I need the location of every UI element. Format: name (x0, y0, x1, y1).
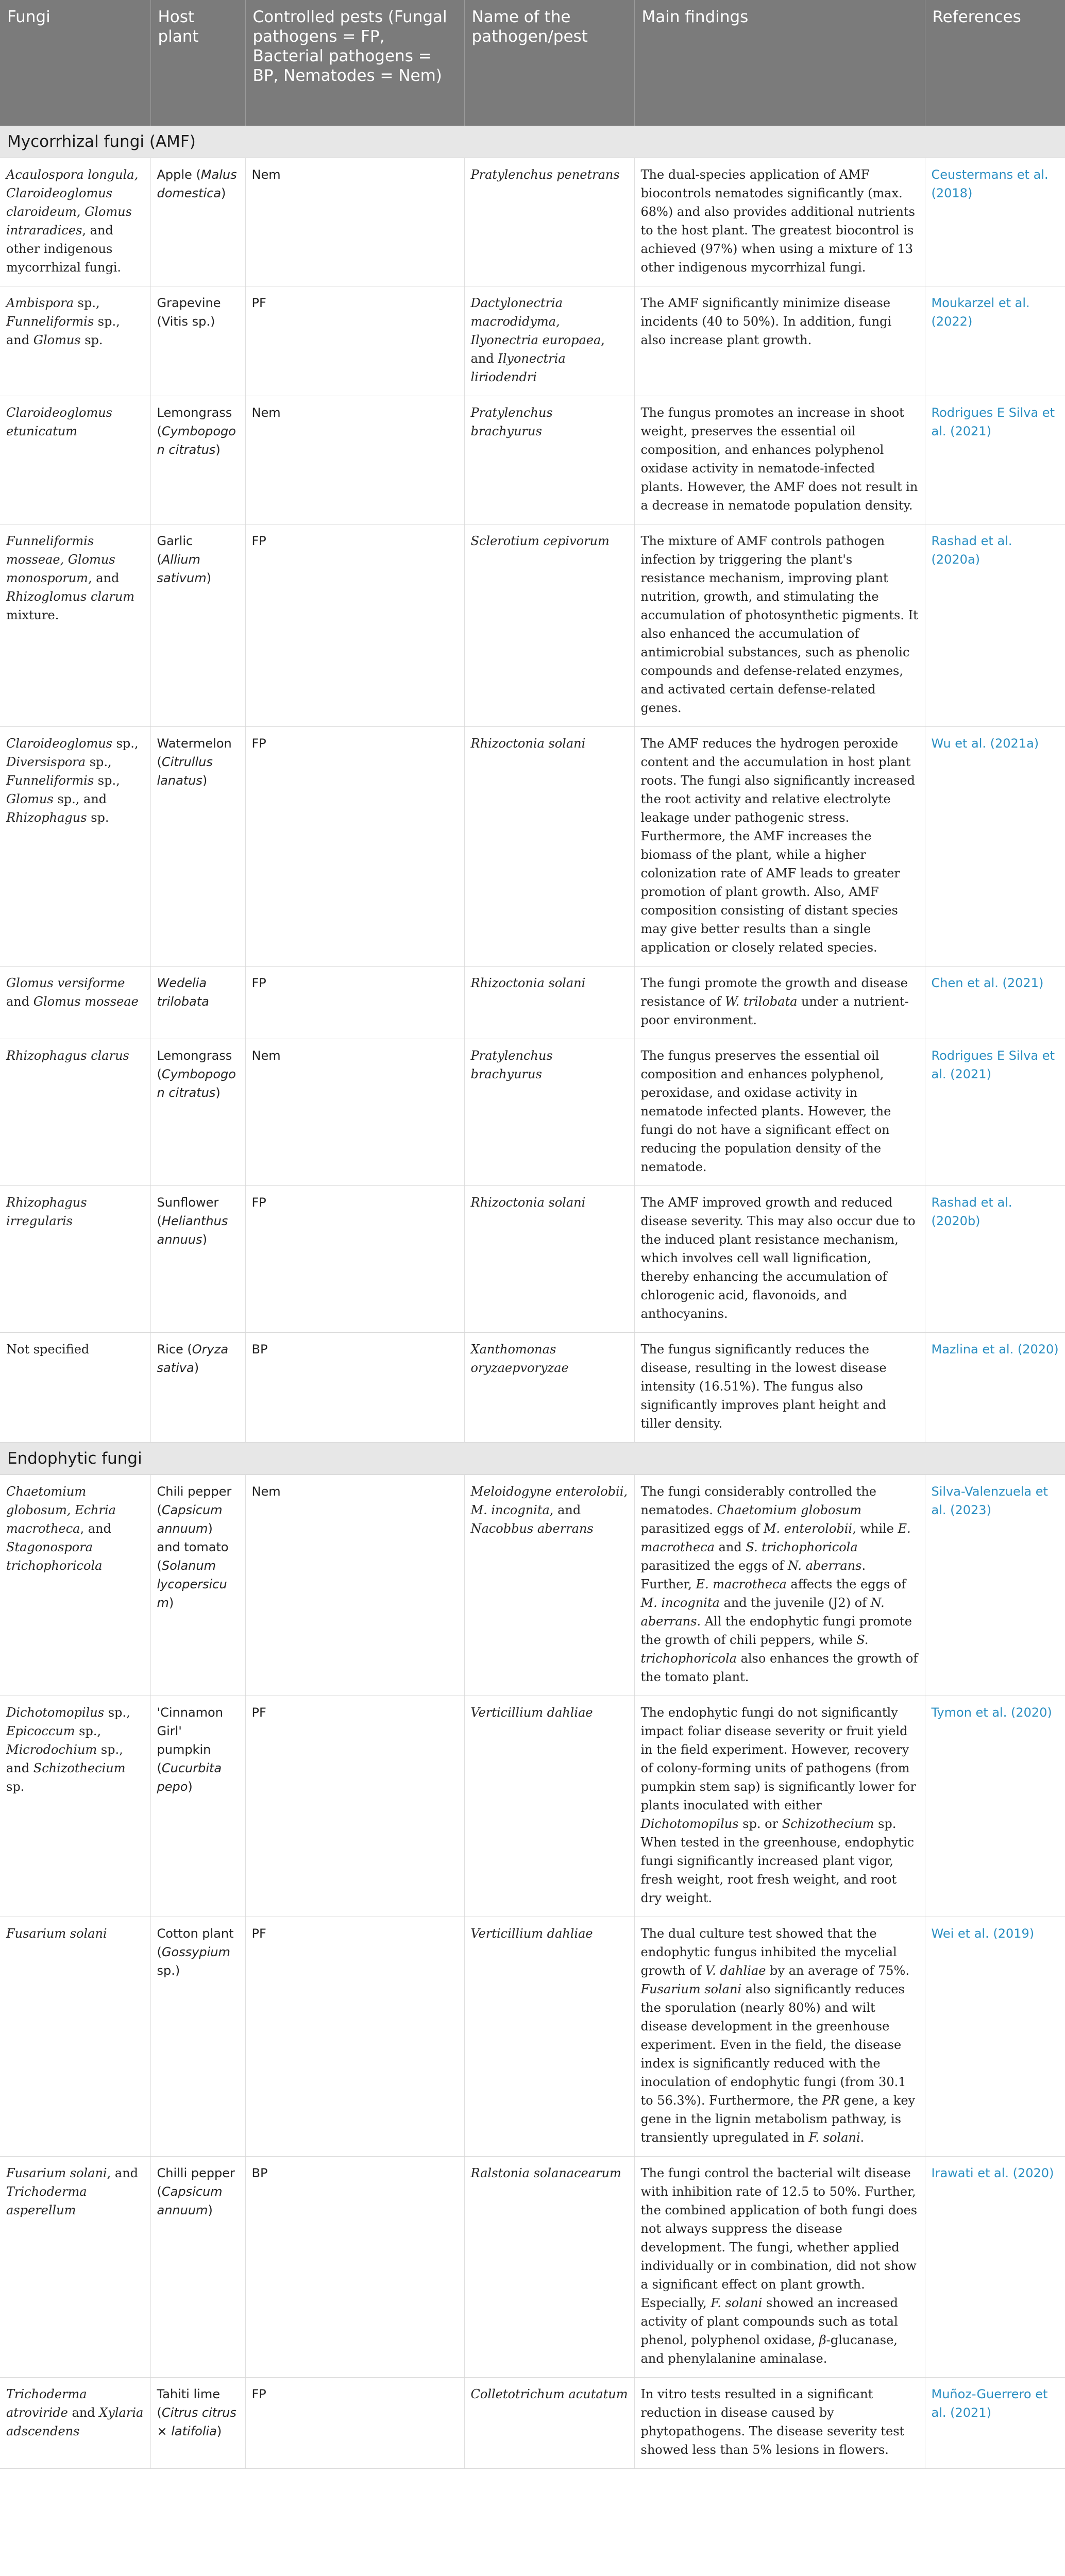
header-pathogen-name: Name of the pathogen/pest (464, 0, 634, 126)
italic-text: Glomus versiforme (6, 976, 125, 990)
cell-fungi: Chaetomium globosum, Echria macrotheca, and Stagonospora trichophoricola (0, 1475, 150, 1696)
header-main-findings: Main findings (634, 0, 925, 126)
italic-text: N. aberrans (640, 1596, 885, 1629)
cell-pathogen (464, 2378, 634, 2469)
italic-text: Cymbopogon citratus (157, 1067, 236, 1100)
cell-pathogen (464, 967, 634, 1039)
cell-reference (925, 396, 1065, 524)
italic-text: F. solani (711, 2296, 763, 2310)
table-row (0, 1186, 1065, 1333)
cell-host-plant: 'Cinnamon Girl' pumpkin (Cucurbita pepo) (150, 1696, 245, 1917)
cell-controlled-pest: PF (245, 286, 464, 396)
cell-host-plant: Lemongrass (Cymbopogon citratus) (150, 396, 245, 524)
italic-text: Allium sativum (157, 552, 207, 585)
italic-text: Verticillium dahliae (470, 1926, 593, 1941)
table-body (0, 126, 1065, 2469)
cell-fungi: Trichoderma atroviride and Xylaria adscendens (0, 2378, 150, 2469)
italic-text: Glomus (33, 333, 81, 347)
cell-pathogen (464, 727, 634, 967)
table-row (0, 1333, 1065, 1443)
italic-text: Glomus mosseae (33, 994, 139, 1009)
cell-fungi: Not specified (0, 1333, 150, 1443)
reference-link[interactable]: Rodrigues E Silva et al. (2021) (931, 1048, 1055, 1081)
italic-text: Rhizophagus (6, 810, 87, 825)
cell-controlled-pest: FP (245, 727, 464, 967)
reference-link[interactable]: Moukarzel et al. (2022) (931, 296, 1030, 329)
italic-text: Meloidogyne enterolobii, M. incognita (470, 1484, 628, 1517)
cell-reference (925, 158, 1065, 286)
header-host-plant: Host plant (150, 0, 245, 126)
reference-link[interactable]: Mazlina et al. (2020) (931, 1342, 1059, 1357)
table-row (0, 2378, 1065, 2469)
italic-text: Xylaria adscendens (6, 2405, 144, 2438)
cell-fungi: Glomus versiforme and Glomus mosseae (0, 967, 150, 1039)
cell-reference (925, 967, 1065, 1039)
italic-text: E. macrotheca (640, 1521, 911, 1554)
reference-link[interactable]: Muñoz-Guerrero et al. (2021) (931, 2387, 1048, 2420)
cell-fungi: Acaulospora longula, Claroideoglomus claroideum, Glomus intraradices, and other indigenous mycorrhizal fungi. (0, 158, 150, 286)
cell-controlled-pest: Nem (245, 1039, 464, 1186)
table-row (0, 1696, 1065, 1917)
table-row (0, 1917, 1065, 2157)
cell-fungi: Dichotomopilus sp., Epicoccum sp., Microdochium sp., and Schizothecium sp. (0, 1696, 150, 1917)
italic-text: β (819, 2333, 826, 2347)
cell-pathogen: Dactylonectria macrodidyma, Ilyonectria europaea, and Ilyonectria liriodendri (464, 286, 634, 396)
italic-text: Ambispora (6, 296, 74, 310)
italic-text: Verticillium dahliae (470, 1705, 593, 1720)
section-title: Mycorrhizal fungi (AMF) (0, 126, 1065, 158)
cell-main-findings: The fungus preserves the essential oil composition and enhances polyphenol, peroxidase, and oxidase activity in nematode infected plants. However, the fungi do not have a significant effect on reducing the population density of the nematode. (634, 1039, 925, 1186)
cell-pathogen (464, 524, 634, 727)
cell-host-plant: Garlic (Allium sativum) (150, 524, 245, 727)
italic-text: E. macrotheca (696, 1577, 787, 1591)
cell-fungi: Funneliformis mosseae, Glomus monosporum, and Rhizoglomus clarum mixture. (0, 524, 150, 727)
italic-text: Funneliformis mosseae, Glomus monosporum (6, 534, 115, 585)
cell-host-plant: Chili pepper (Capsicum annuum) and tomato (Solanum lycopersicum) (150, 1475, 245, 1696)
cell-fungi: Fusarium solani, and Trichoderma asperellum (0, 2157, 150, 2378)
cell-main-findings: The fungi promote the growth and disease resistance of W. trilobata under a nutrient-poor environment. (634, 967, 925, 1039)
italic-text: Xanthomonas oryzaepvoryzae (470, 1342, 569, 1375)
cell-controlled-pest: FP (245, 524, 464, 727)
cell-fungi (0, 1039, 150, 1186)
cell-host-plant: Grapevine (Vitis sp.) (150, 286, 245, 396)
cell-main-findings: The AMF improved growth and reduced disease severity. This may also occur due to the induced plant resistance mechanism, which involves cell wall lignification, thereby enhancing the accumulation of chlorogenic acid, flavonoids, and anthocyanins. (634, 1186, 925, 1333)
reference-link[interactable]: Rodrigues E Silva et al. (2021) (931, 405, 1055, 438)
cell-main-findings: The fungi considerably controlled the nematodes. Chaetomium globosum parasitized eggs of M. enterolobii, while E. macrotheca and S. trichophoricola parasitized the eggs of N. aberrans. Further, E. macrotheca affects the eggs of M. incognita and the juvenile (J2) of N. aberrans. All the endophytic fungi promote the growth of chili peppers, while S. trichophoricola also enhances the growth of the tomato plant. (634, 1475, 925, 1696)
section-title: Endophytic fungi (0, 1443, 1065, 1475)
cell-pathogen (464, 158, 634, 286)
italic-text: Chaetomium globosum (717, 1503, 862, 1517)
italic-text: M. incognita (640, 1596, 720, 1610)
italic-text: Ralstonia solanacearum (470, 2166, 621, 2180)
cell-reference (925, 2378, 1065, 2469)
italic-text: Cucurbita pepo (157, 1761, 222, 1794)
cell-fungi (0, 396, 150, 524)
cell-host-plant: Apple (Malus domestica) (150, 158, 245, 286)
italic-text: Rhizophagus irregularis (6, 1195, 87, 1228)
table-row (0, 396, 1065, 524)
cell-reference (925, 286, 1065, 396)
table-row (0, 286, 1065, 396)
section-row (0, 1443, 1065, 1475)
header-references: References (925, 0, 1065, 126)
italic-text: Chaetomium globosum, Echria macrotheca (6, 1484, 116, 1536)
header-fungi: Fungi (0, 0, 150, 126)
italic-text: Pratylenchus brachyurus (470, 405, 553, 438)
cell-main-findings: The dual culture test showed that the endophytic fungus inhibited the mycelial growth of V. dahliae by an average of 75%. Fusarium solani also significantly reduces the sporulation (nearly 80%) and wilt disease development in the greenhouse experiment. Even in the field, the disease index is significantly reduced with the inoculation of endophytic fungi (from 30.1 to 56.3%). Furthermore, the PR gene, a key gene in the lignin metabolism pathway, is transiently upregulated in F. solani. (634, 1917, 925, 2157)
italic-text: Microdochium (6, 1742, 97, 1757)
cell-fungi: Ambispora sp., Funneliformis sp., and Glomus sp. (0, 286, 150, 396)
cell-reference (925, 2157, 1065, 2378)
italic-text: PR (822, 2093, 840, 2108)
table-row (0, 1475, 1065, 1696)
italic-text: W. trilobata (725, 994, 798, 1009)
italic-text: Dichotomopilus (640, 1817, 739, 1831)
cell-host-plant: Watermelon (Citrullus lanatus) (150, 727, 245, 967)
italic-text: Claroideoglomus (6, 736, 112, 751)
cell-controlled-pest: Nem (245, 158, 464, 286)
italic-text: Schizothecium (782, 1817, 874, 1831)
reference-link[interactable]: Wei et al. (2019) (931, 1926, 1035, 1941)
cell-controlled-pest: FP (245, 967, 464, 1039)
cell-pathogen (464, 1333, 634, 1443)
italic-text: Rhizoglomus clarum (6, 589, 135, 604)
italic-text: Diversispora (6, 755, 86, 769)
italic-text: Oryza sativa (157, 1342, 229, 1375)
italic-text: Glomus (6, 792, 54, 806)
reference-link[interactable]: Ceustermans et al. (2018) (931, 167, 1049, 200)
italic-text: Pratylenchus brachyurus (470, 1048, 553, 1081)
italic-text: Funneliformis (6, 314, 94, 329)
cell-host-plant: Tahiti lime (Citrus citrus × latifolia) (150, 2378, 245, 2469)
italic-text: Rhizoctonia solani (470, 1195, 586, 1210)
italic-text: Helianthus annuus (157, 1214, 228, 1247)
cell-reference (925, 1186, 1065, 1333)
table-header (0, 0, 1065, 126)
cell-reference (925, 1475, 1065, 1696)
reference-link[interactable]: Tymon et al. (2020) (931, 1705, 1052, 1720)
italic-text: Trichoderma atroviride (6, 2387, 87, 2420)
table-row (0, 524, 1065, 727)
cell-host-plant: Cotton plant (Gossypium sp.) (150, 1917, 245, 2157)
cell-controlled-pest: FP (245, 1186, 464, 1333)
cell-pathogen (464, 1186, 634, 1333)
italic-text: S. trichophoricola (746, 1540, 858, 1554)
cell-host-plant (150, 967, 245, 1039)
italic-text: Dactylonectria macrodidyma, Ilyonectria europaea (470, 296, 601, 347)
reference-link[interactable]: Irawati et al. (2020) (931, 2166, 1054, 2180)
cell-reference (925, 524, 1065, 727)
header-controlled-pests: Controlled pests (Fungal pathogens = FP, Bacterial pathogens = BP, Nematodes = Nem) (245, 0, 464, 126)
italic-text: Epicoccum (6, 1724, 75, 1738)
italic-text: Capsicum annuum (157, 2184, 223, 2217)
italic-text: Funneliformis (6, 773, 94, 788)
cell-reference (925, 1917, 1065, 2157)
italic-text: Citrus citrus × latifolia (157, 2405, 236, 2438)
cell-reference (925, 727, 1065, 967)
italic-text: Rhizoctonia solani (470, 976, 586, 990)
cell-controlled-pest: Nem (245, 396, 464, 524)
cell-pathogen (464, 1917, 634, 2157)
cell-main-findings: The AMF significantly minimize disease incidents (40 to 50%). In addition, fungi also increase plant growth. (634, 286, 925, 396)
table-row (0, 967, 1065, 1039)
cell-main-findings: The fungi control the bacterial wilt disease with inhibition rate of 12.5 to 50%. Further, the combined application of both fungi does not always suppress the disease development. The fungi, whether applied individually or in combination, did not show a significant effect on plant growth. Especially, F. solani showed an increased activity of plant compounds such as total phenol, polyphenol oxidase, β-glucanase, and phenylalanine aminalase. (634, 2157, 925, 2378)
italic-text: Fusarium solani (6, 1926, 107, 1941)
italic-text: Stagonospora trichophoricola (6, 1540, 103, 1573)
cell-reference (925, 1696, 1065, 1917)
italic-text: S. trichophoricola (640, 1633, 869, 1666)
table-row (0, 1039, 1065, 1186)
italic-text: Colletotrichum acutatum (470, 2387, 628, 2401)
cell-host-plant: Chilli pepper (Capsicum annuum) (150, 2157, 245, 2378)
reference-link[interactable]: Rashad et al. (2020b) (931, 1195, 1012, 1228)
italic-text: Ilyonectria liriodendri (470, 351, 566, 384)
italic-text: Pratylenchus penetrans (470, 167, 620, 182)
cell-pathogen: Meloidogyne enterolobii, M. incognita, and Nacobbus aberrans (464, 1475, 634, 1696)
italic-text: Gossypium (161, 1945, 230, 1959)
cell-pathogen (464, 1696, 634, 1917)
italic-text: Capsicum annuum (157, 1503, 223, 1536)
cell-main-findings: The fungus significantly reduces the disease, resulting in the lowest disease intensity (16.51%). The fungus also significantly improves plant height and tiller density. (634, 1333, 925, 1443)
italic-text: Fusarium solani (6, 2166, 107, 2180)
cell-main-findings: The fungus promotes an increase in shoot weight, preserves the essential oil composition, and enhances polyphenol oxidase activity in nematode-infected plants. However, the AMF does not result in a decrease in nematode population density. (634, 396, 925, 524)
italic-text: Wedelia trilobata (157, 976, 209, 1009)
reference-link[interactable]: Wu et al. (2021a) (931, 736, 1039, 751)
cell-fungi (0, 1917, 150, 2157)
table-row (0, 158, 1065, 286)
reference-link[interactable]: Chen et al. (2021) (931, 976, 1044, 990)
header-row (0, 0, 1065, 126)
italic-text: F. solani (808, 2130, 860, 2145)
italic-text: N. aberrans (787, 1558, 862, 1573)
reference-link[interactable]: Rashad et al. (2020a) (931, 534, 1012, 567)
cell-fungi: Claroideoglomus sp., Diversispora sp., Funneliformis sp., Glomus sp., and Rhizophagus sp. (0, 727, 150, 967)
italic-text: V. dahliae (705, 1963, 766, 1978)
cell-controlled-pest: BP (245, 2157, 464, 2378)
table-row (0, 2157, 1065, 2378)
italic-text: Schizothecium (33, 1761, 126, 1775)
italic-text: Dichotomopilus (6, 1705, 105, 1720)
italic-text: Sclerotium cepivorum (470, 534, 610, 548)
cell-pathogen (464, 396, 634, 524)
italic-text: Malus domestica (157, 167, 237, 200)
cell-controlled-pest: BP (245, 1333, 464, 1443)
italic-text: Cymbopogon citratus (157, 424, 236, 457)
italic-text: Nacobbus aberrans (470, 1521, 594, 1536)
italic-text: Fusarium solani (640, 1982, 742, 1996)
cell-reference (925, 1039, 1065, 1186)
reference-link[interactable]: Silva-Valenzuela et al. (2023) (931, 1484, 1048, 1517)
italic-text: Citrullus lanatus (157, 755, 213, 788)
cell-main-findings: In vitro tests resulted in a significant reduction in disease caused by phytopathogens. The disease severity test showed less than 5% lesions in flowers. (634, 2378, 925, 2469)
italic-text: Rhizophagus clarus (6, 1048, 129, 1063)
cell-host-plant: Lemongrass (Cymbopogon citratus) (150, 1039, 245, 1186)
cell-reference (925, 1333, 1065, 1443)
cell-controlled-pest: FP (245, 2378, 464, 2469)
cell-main-findings: The mixture of AMF controls pathogen infection by triggering the plant's resistance mechanism, improving plant nutrition, growth, and stimulating the accumulation of photosynthetic pigments. It also enhanced the accumulation of antimicrobial substances, such as phenolic compounds and defense-related enzymes, and activated certain defense-related genes. (634, 524, 925, 727)
italic-text: Solanum lycopersicum (157, 1558, 227, 1610)
cell-main-findings: The endophytic fungi do not significantly impact foliar disease severity or fruit yield in the field experiment. However, recovery of colony-forming units of pathogens (from pumpkin stem sap) is significantly lower for plants inoculated with either Dichotomopilus sp. or Schizothecium sp. When tested in the greenhouse, endophytic fungi significantly increased plant vigor, fresh weight, root fresh weight, and root dry weight. (634, 1696, 925, 1917)
italic-text: Trichoderma asperellum (6, 2184, 87, 2217)
cell-fungi (0, 1186, 150, 1333)
cell-controlled-pest: PF (245, 1696, 464, 1917)
cell-host-plant: Sunflower (Helianthus annuus) (150, 1186, 245, 1333)
cell-host-plant: Rice (Oryza sativa) (150, 1333, 245, 1443)
italic-text: M. enterolobii (763, 1521, 853, 1536)
italic-text: Claroideoglomus etunicatum (6, 405, 112, 438)
cell-pathogen (464, 2157, 634, 2378)
section-row (0, 126, 1065, 158)
cell-main-findings: The dual-species application of AMF biocontrols nematodes significantly (max. 68%) and also provides additional nutrients to the host plant. The greatest biocontrol is achieved (97%) when using a mixture of 13 other indigenous mycorrhizal fungi. (634, 158, 925, 286)
cell-pathogen (464, 1039, 634, 1186)
italic-text: Rhizoctonia solani (470, 736, 586, 751)
table-row (0, 727, 1065, 967)
cell-main-findings: The AMF reduces the hydrogen peroxide content and the accumulation in host plant roots. The fungi also significantly increased the root activity and relative electrolyte leakage under pathogenic stress. Furthermore, the AMF increases the biomass of the plant, while a higher colonization rate of AMF leads to greater promotion of plant growth. Also, AMF composition consisting of distant species may give better results than a single application or closely related species. (634, 727, 925, 967)
cell-controlled-pest: Nem (245, 1475, 464, 1696)
italic-text: Acaulospora longula, Claroideoglomus claroideum, Glomus intraradices (6, 167, 139, 238)
cell-controlled-pest: PF (245, 1917, 464, 2157)
